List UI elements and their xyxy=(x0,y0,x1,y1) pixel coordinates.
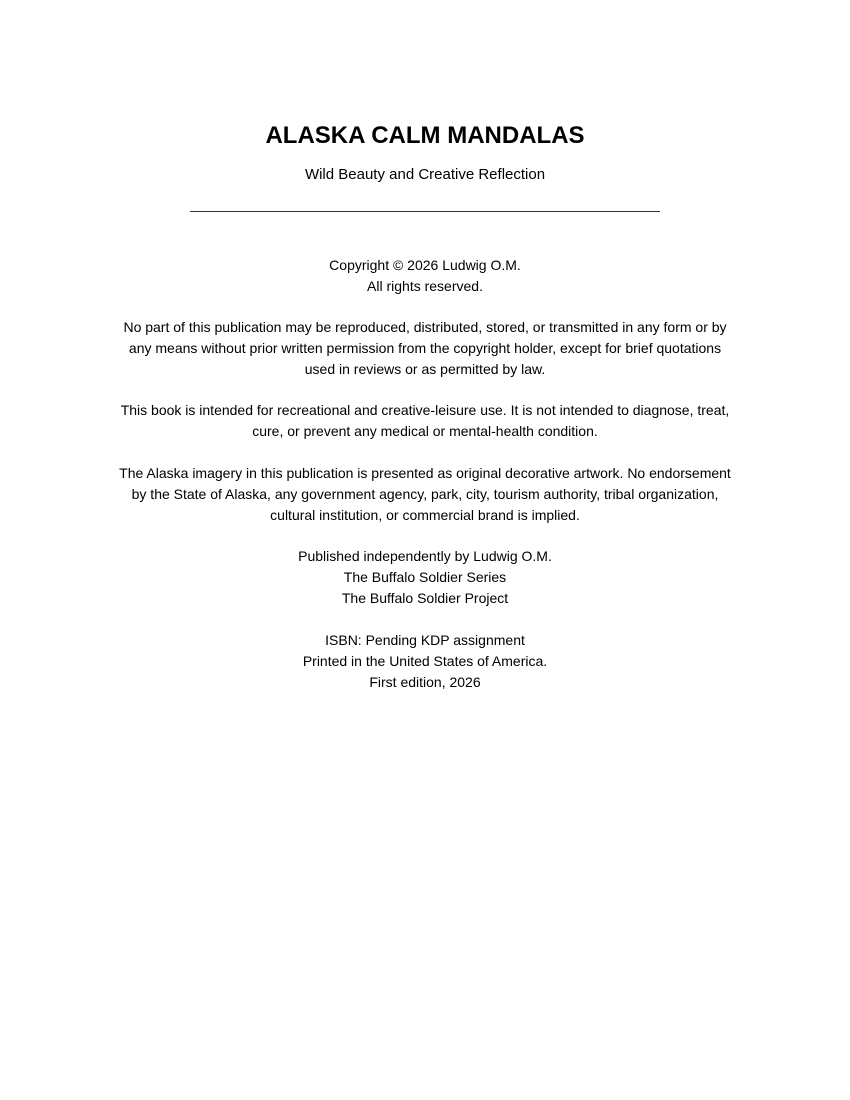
imagery-disclaimer-line-3: cultural institution, or commercial brand is implied. xyxy=(270,507,580,523)
rights-notice xyxy=(100,317,750,380)
copyright-block xyxy=(100,255,750,297)
project-line: The Buffalo Soldier Project xyxy=(341,590,509,606)
first-edition-line: First edition, 2026 xyxy=(369,674,481,690)
rights-notice-line-2: any means without prior written permission from the copyright holder, except for brief quotations xyxy=(128,340,722,356)
isbn-line: ISBN: Pending KDP assignment xyxy=(325,632,525,648)
purpose-disclaimer-line-2: cure, or prevent any medical or mental-health condition. xyxy=(252,423,598,439)
publisher-line: Published independently by Ludwig O.M. xyxy=(298,548,552,564)
book-subtitle: Wild Beauty and Creative Reflection xyxy=(304,166,546,183)
printed-in-line: Printed in the United States of America. xyxy=(302,653,548,669)
edition-block xyxy=(100,630,750,693)
series-line: The Buffalo Soldier Series xyxy=(343,569,507,585)
copyright-line: Copyright © 2026 Ludwig O.M. xyxy=(329,257,521,273)
rights-notice-line-3: used in reviews or as permitted by law. xyxy=(304,361,546,377)
imagery-disclaimer-line-1: The Alaska imagery in this publication is presented as original decorative artwork. No endorsement xyxy=(119,465,731,481)
book-title: ALASKA CALM MANDALAS xyxy=(265,122,585,149)
purpose-disclaimer xyxy=(100,400,750,442)
imagery-disclaimer xyxy=(100,463,750,526)
rights-notice-line-1: No part of this publication may be reproduced, distributed, stored, or transmitted in any form or by xyxy=(123,319,727,335)
purpose-disclaimer-line-1: This book is intended for recreational and creative-leisure use. It is not intended to diagnose, treat, xyxy=(120,402,730,418)
rights-reserved-line: All rights reserved. xyxy=(367,278,483,294)
title-divider xyxy=(190,211,660,212)
publisher-block xyxy=(100,546,750,609)
imagery-disclaimer-line-2: by the State of Alaska, any government agency, park, city, tourism authority, tribal organization, xyxy=(131,486,719,502)
